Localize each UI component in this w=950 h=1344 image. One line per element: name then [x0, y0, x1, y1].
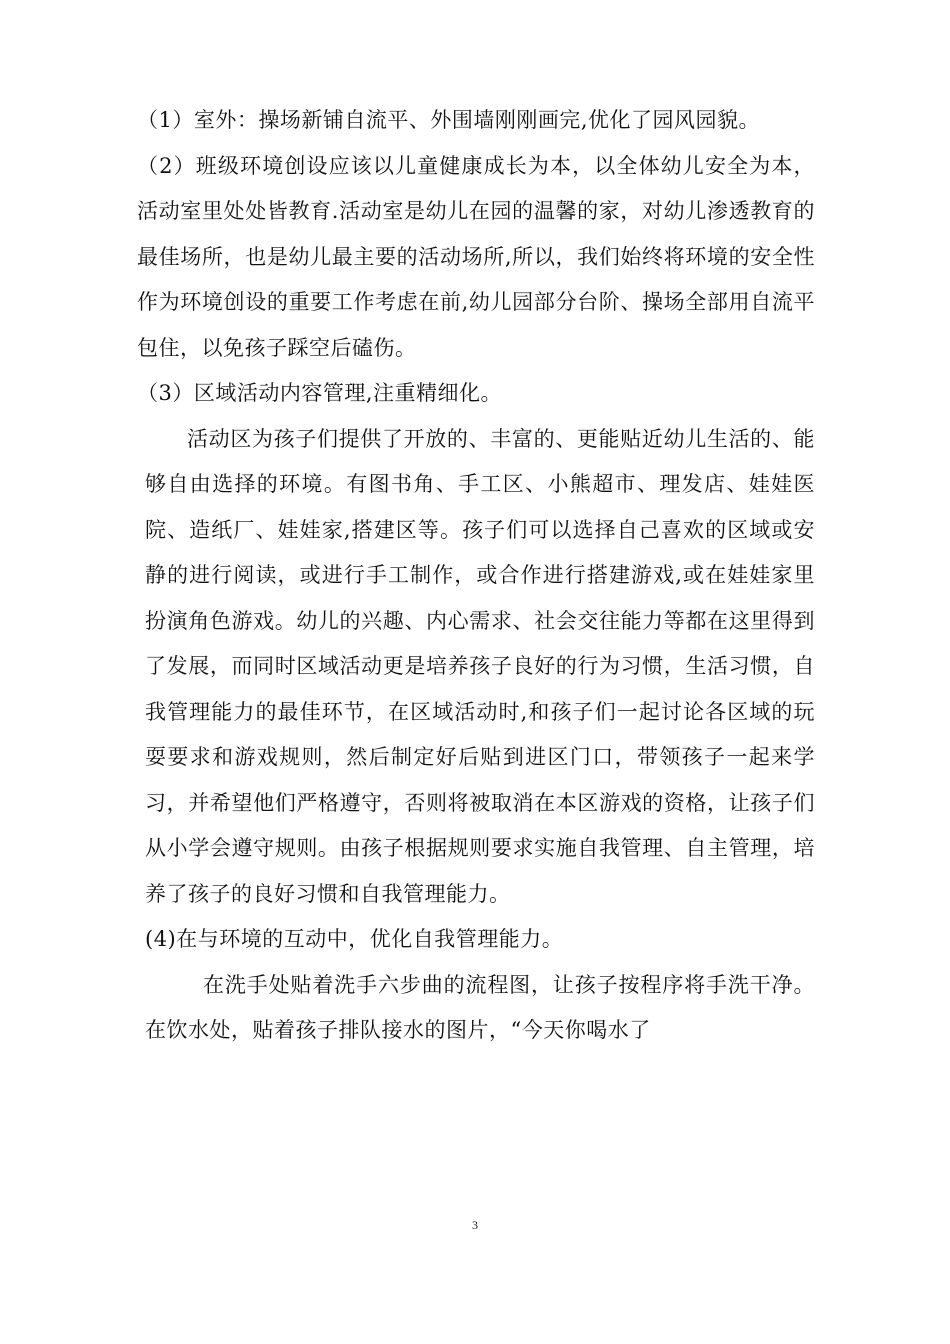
document-body	[137, 98, 815, 1054]
paragraph-interaction-heading: (4)在与环境的互动中，优化自我管理能力。	[145, 927, 564, 951]
page-number: 3	[472, 1218, 478, 1232]
paragraph-class-environment: （2）班级环境创设应该以儿童健康成长为本，以全体幼儿安全为本，活动室里处处皆教育.活动室是幼儿在园的温馨的家，对幼儿渗透教育的最佳场所，也是幼儿最主要的活动场所,所以，我们始终将环境的安全性作为环境创设的重要工作考虑在前,幼儿园部分台阶、操场全部用自流平包住，以免孩子踩空后磕伤。	[137, 153, 815, 360]
paragraph-activity-area: 活动区为孩子们提供了开放的、丰富的、更能贴近幼儿生活的、能够自由选择的环境。有图书角、手工区、小熊超市、理发店、娃娃医院、造纸厂、娃娃家,搭建区等。孩子们可以选择自己喜欢的区域或安静的进行阅读，或进行手工制作，或合作进行搭建游戏,或在娃娃家里扮演角色游戏。幼儿的兴趣、内心需求、社会交往能力等都在这里得到了发展，而同时区域活动更是培养孩子良好的行为习惯，生活习惯，自我管理能力的最佳环节，在区域活动时,和孩子们一起讨论各区域的玩耍要求和游戏规则，然后制定好后贴到进区门口，带领孩子一起来学习，并希望他们严格遵守，否则将被取消在本区游戏的资格，让孩子们从小学会遵守规则。由孩子根据规则要求实施自我管理、自主管理，培养了孩子的良好习惯和自我管理能力。	[145, 426, 815, 906]
paragraph-outdoor: （1）室外：操场新铺自流平、外围墙刚刚画完,优化了园风园貌。	[137, 108, 761, 132]
paragraph-area-heading: （3）区域活动内容管理,注重精细化。	[137, 381, 503, 405]
paragraph-handwashing: 在洗手处贴着洗手六步曲的流程图，让孩子按程序将手洗干净。在饮水处，贴着孩子排队接水的图片，“今天你喝水了	[145, 972, 815, 1042]
